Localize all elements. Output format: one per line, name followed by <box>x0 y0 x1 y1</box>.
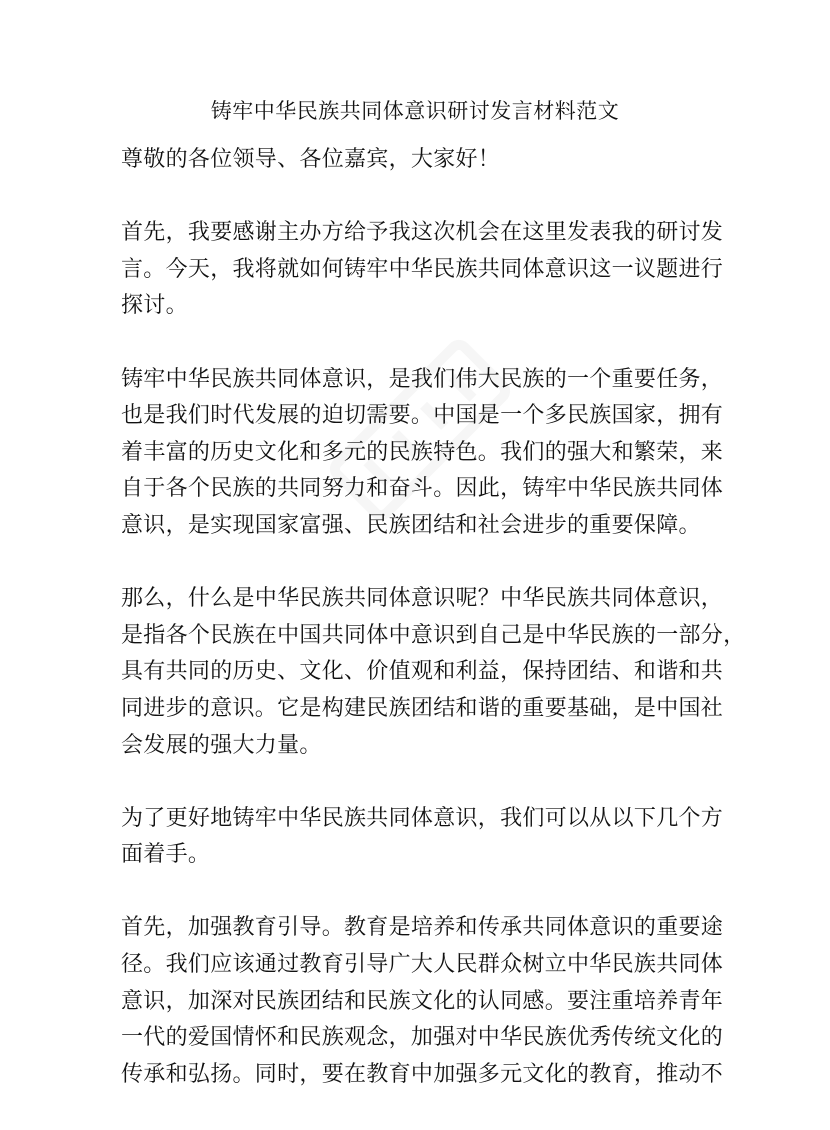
paragraph-line: 铸牢中华民族共同体意识，是我们伟大民族的一个重要任务， <box>121 366 724 392</box>
paragraph-line: 一代的爱国情怀和民族观念，加强对中华民族优秀传统文化的 <box>121 1025 724 1051</box>
paragraph-line: 传承和弘扬。同时，要在教育中加强多元文化的教育，推动不 <box>121 1061 724 1087</box>
paragraph-line: 也是我们时代发展的迫切需要。中国是一个多民族国家，拥有 <box>121 403 724 429</box>
paragraph-line: 首先，我要感谢主办方给予我这次机会在这里发表我的研讨发 <box>121 220 724 246</box>
paragraph-line: 言。今天，我将就如何铸牢中华民族共同体意识这一议题进行 <box>121 256 724 282</box>
paragraph-line: 着丰富的历史文化和多元的民族特色。我们的强大和繁荣，来 <box>121 439 724 465</box>
paragraph-line: 具有共同的历史、文化、价值观和利益，保持团结、和谐和共 <box>121 659 724 685</box>
paragraph-definition <box>121 581 746 764</box>
paragraph-intro <box>121 215 724 325</box>
paragraph-education <box>121 910 724 1093</box>
paragraph-line: 自于各个民族的共同努力和奋斗。因此，铸牢中华民族共同体 <box>121 476 724 502</box>
paragraph-line: 意识，加深对民族团结和民族文化的认同感。要注重培养青年 <box>121 988 724 1014</box>
paragraph-line: 为了更好地铸牢中华民族共同体意识，我们可以从以下几个方 <box>121 805 724 831</box>
paragraph-importance <box>121 362 724 545</box>
paragraph-line: 探讨。 <box>121 293 188 319</box>
paragraph-line: 是指各个民族在中国共同体中意识到自己是中华民族的一部分， <box>121 622 746 648</box>
paragraph-line: 同进步的意识。它是构建民族团结和谐的重要基础，是中国社 <box>121 695 724 721</box>
paragraph-line: 会发展的强大力量。 <box>121 732 322 758</box>
greeting-line: 尊敬的各位领导、各位嘉宾，大家好！ <box>121 147 501 172</box>
paragraph-line: 面着手。 <box>121 842 211 868</box>
paragraph-line: 首先，加强教育引导。教育是培养和传承共同体意识的重要途 <box>121 915 724 941</box>
paragraph-line: 意识，是实现国家富强、民族团结和社会进步的重要保障。 <box>121 512 701 538</box>
document-title: 铸牢中华民族共同体意识研讨发言材料范文 <box>210 99 620 123</box>
greeting-paragraph <box>121 142 721 179</box>
paragraph-line: 径。我们应该通过教育引导广大人民群众树立中华民族共同体 <box>121 952 724 978</box>
paragraph-approach <box>121 801 724 874</box>
document-body <box>121 142 746 1130</box>
paragraph-line: 那么，什么是中华民族共同体意识呢？中华民族共同体意识， <box>121 586 724 612</box>
